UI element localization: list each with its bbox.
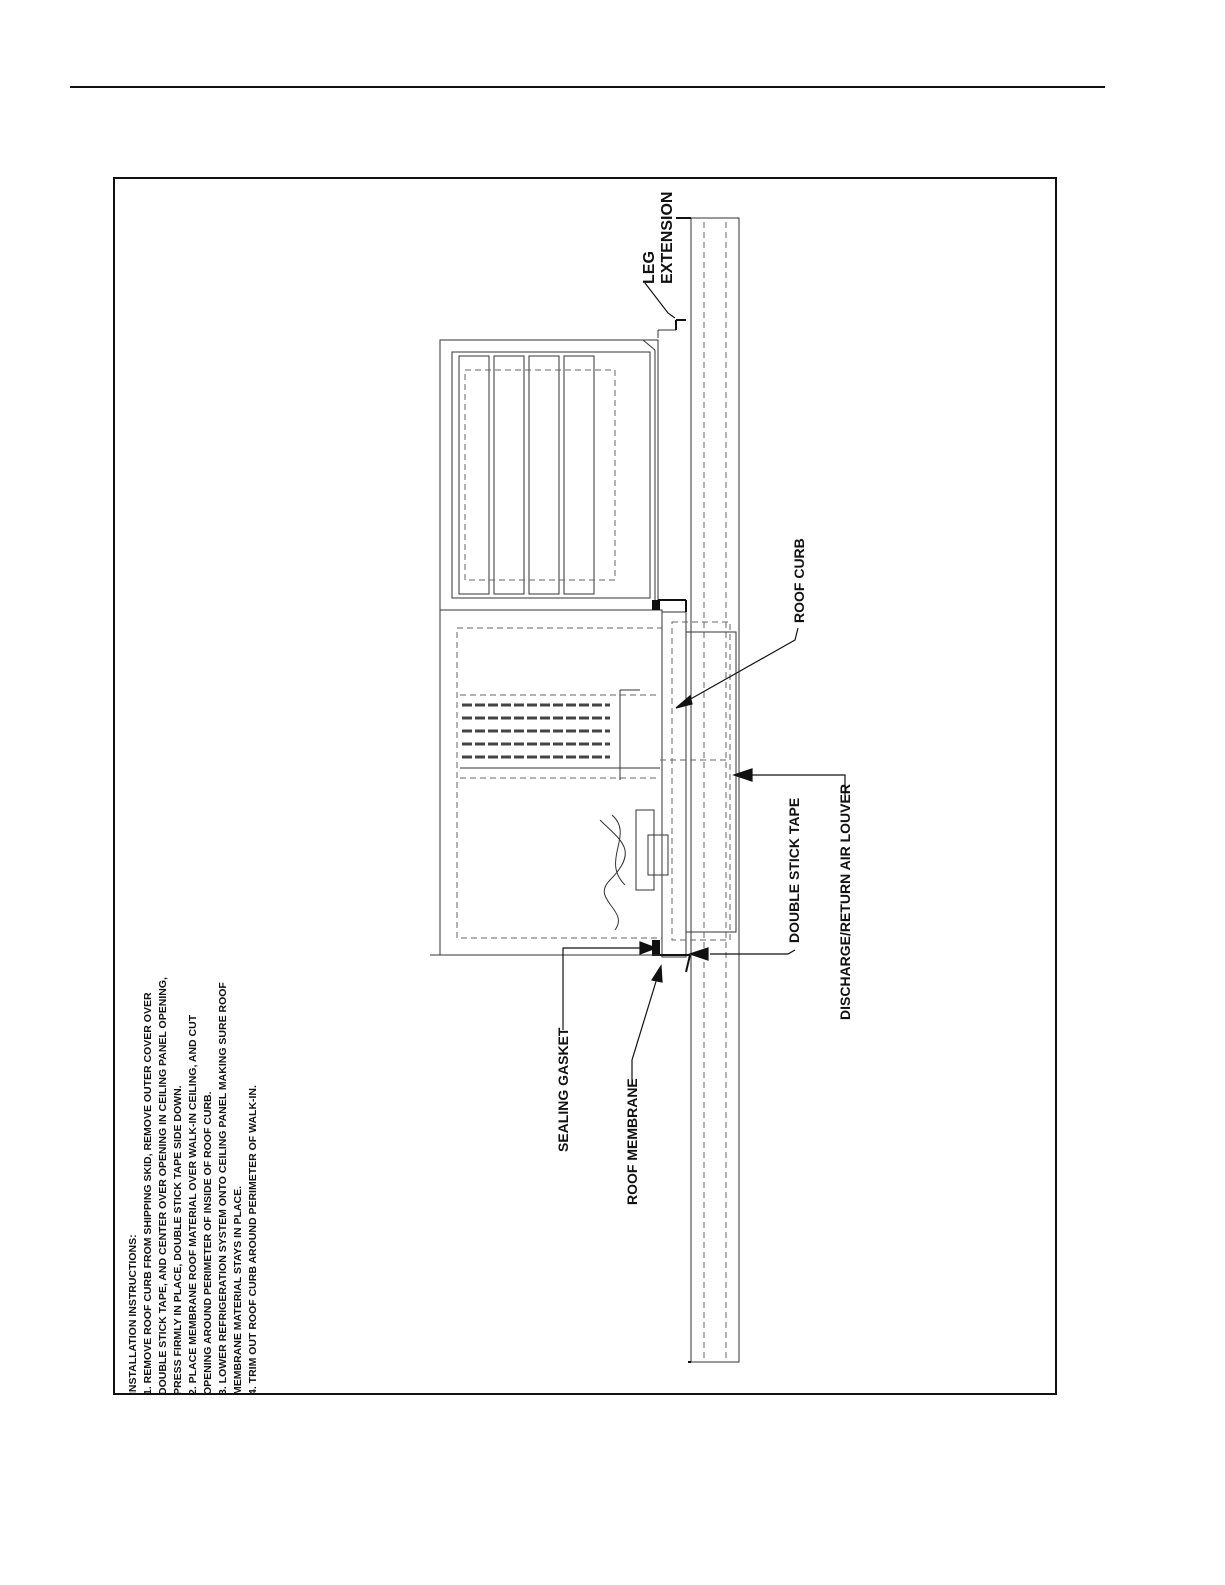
instruction-line: DOUBLE STICK TAPE, AND CENTER OVER OPENING IN CEILING PANEL OPENING, (157, 977, 169, 1395)
sealing-gasket-label: SEALING GASKET (555, 1027, 571, 1152)
installation-instructions (127, 977, 259, 1395)
instruction-line: 1. REMOVE ROOF CURB FROM SHIPPING SKID, REMOVE OUTER COVER OVER (142, 992, 154, 1395)
double-stick-tape-label: DOUBLE STICK TAPE (786, 797, 802, 943)
instruction-line: 3. LOWER REFRIGERATION SYSTEM ONTO CEILING PANEL MAKING SURE ROOF (217, 982, 229, 1395)
instruction-line: MEMBRANE MATERIAL STAYS IN PLACE. (232, 1185, 244, 1395)
roof-membrane-arrow (652, 966, 662, 982)
roof-membrane-label: ROOF MEMBRANE (624, 1078, 640, 1205)
louver-arrow (734, 769, 752, 781)
instruction-line: 4. TRIM OUT ROOF CURB AROUND PERIMETER OF WALK-IN. (247, 1085, 259, 1395)
evaporator-section (430, 600, 736, 972)
instruction-line: 2. PLACE MEMBRANE ROOF MATERIAL OVER WALK-IN CEILING, AND CUT (187, 1014, 199, 1395)
double-stick-tape-arrow (690, 948, 708, 960)
instruction-line: OPENING AROUND PERIMETER OF INSIDE OF ROOF CURB. (202, 1091, 214, 1395)
leg-extension-label-line2: EXTENSION (659, 191, 676, 284)
discharge-return-air-louver-label: DISCHARGE/RETURN AIR LOUVER (837, 784, 853, 1020)
instructions-heading: INSTALLATION INSTRUCTIONS: (127, 1234, 139, 1395)
roof-curb-arrow (676, 696, 692, 708)
louver-leader (750, 775, 845, 800)
leg-extension-leader (645, 283, 675, 318)
instruction-line: PRESS FIRMLY IN PLACE, DOUBLE STICK TAPE SIDE DOWN. (172, 1085, 184, 1395)
roof-membrane-leader (632, 975, 658, 1085)
condensing-section (440, 320, 686, 610)
double-stick-tape-leader (710, 950, 795, 954)
leg-extension-label-line1: LEG (641, 251, 658, 284)
roof-curb-label: ROOF CURB (791, 538, 807, 623)
sealing-gasket-leader (563, 948, 650, 1030)
